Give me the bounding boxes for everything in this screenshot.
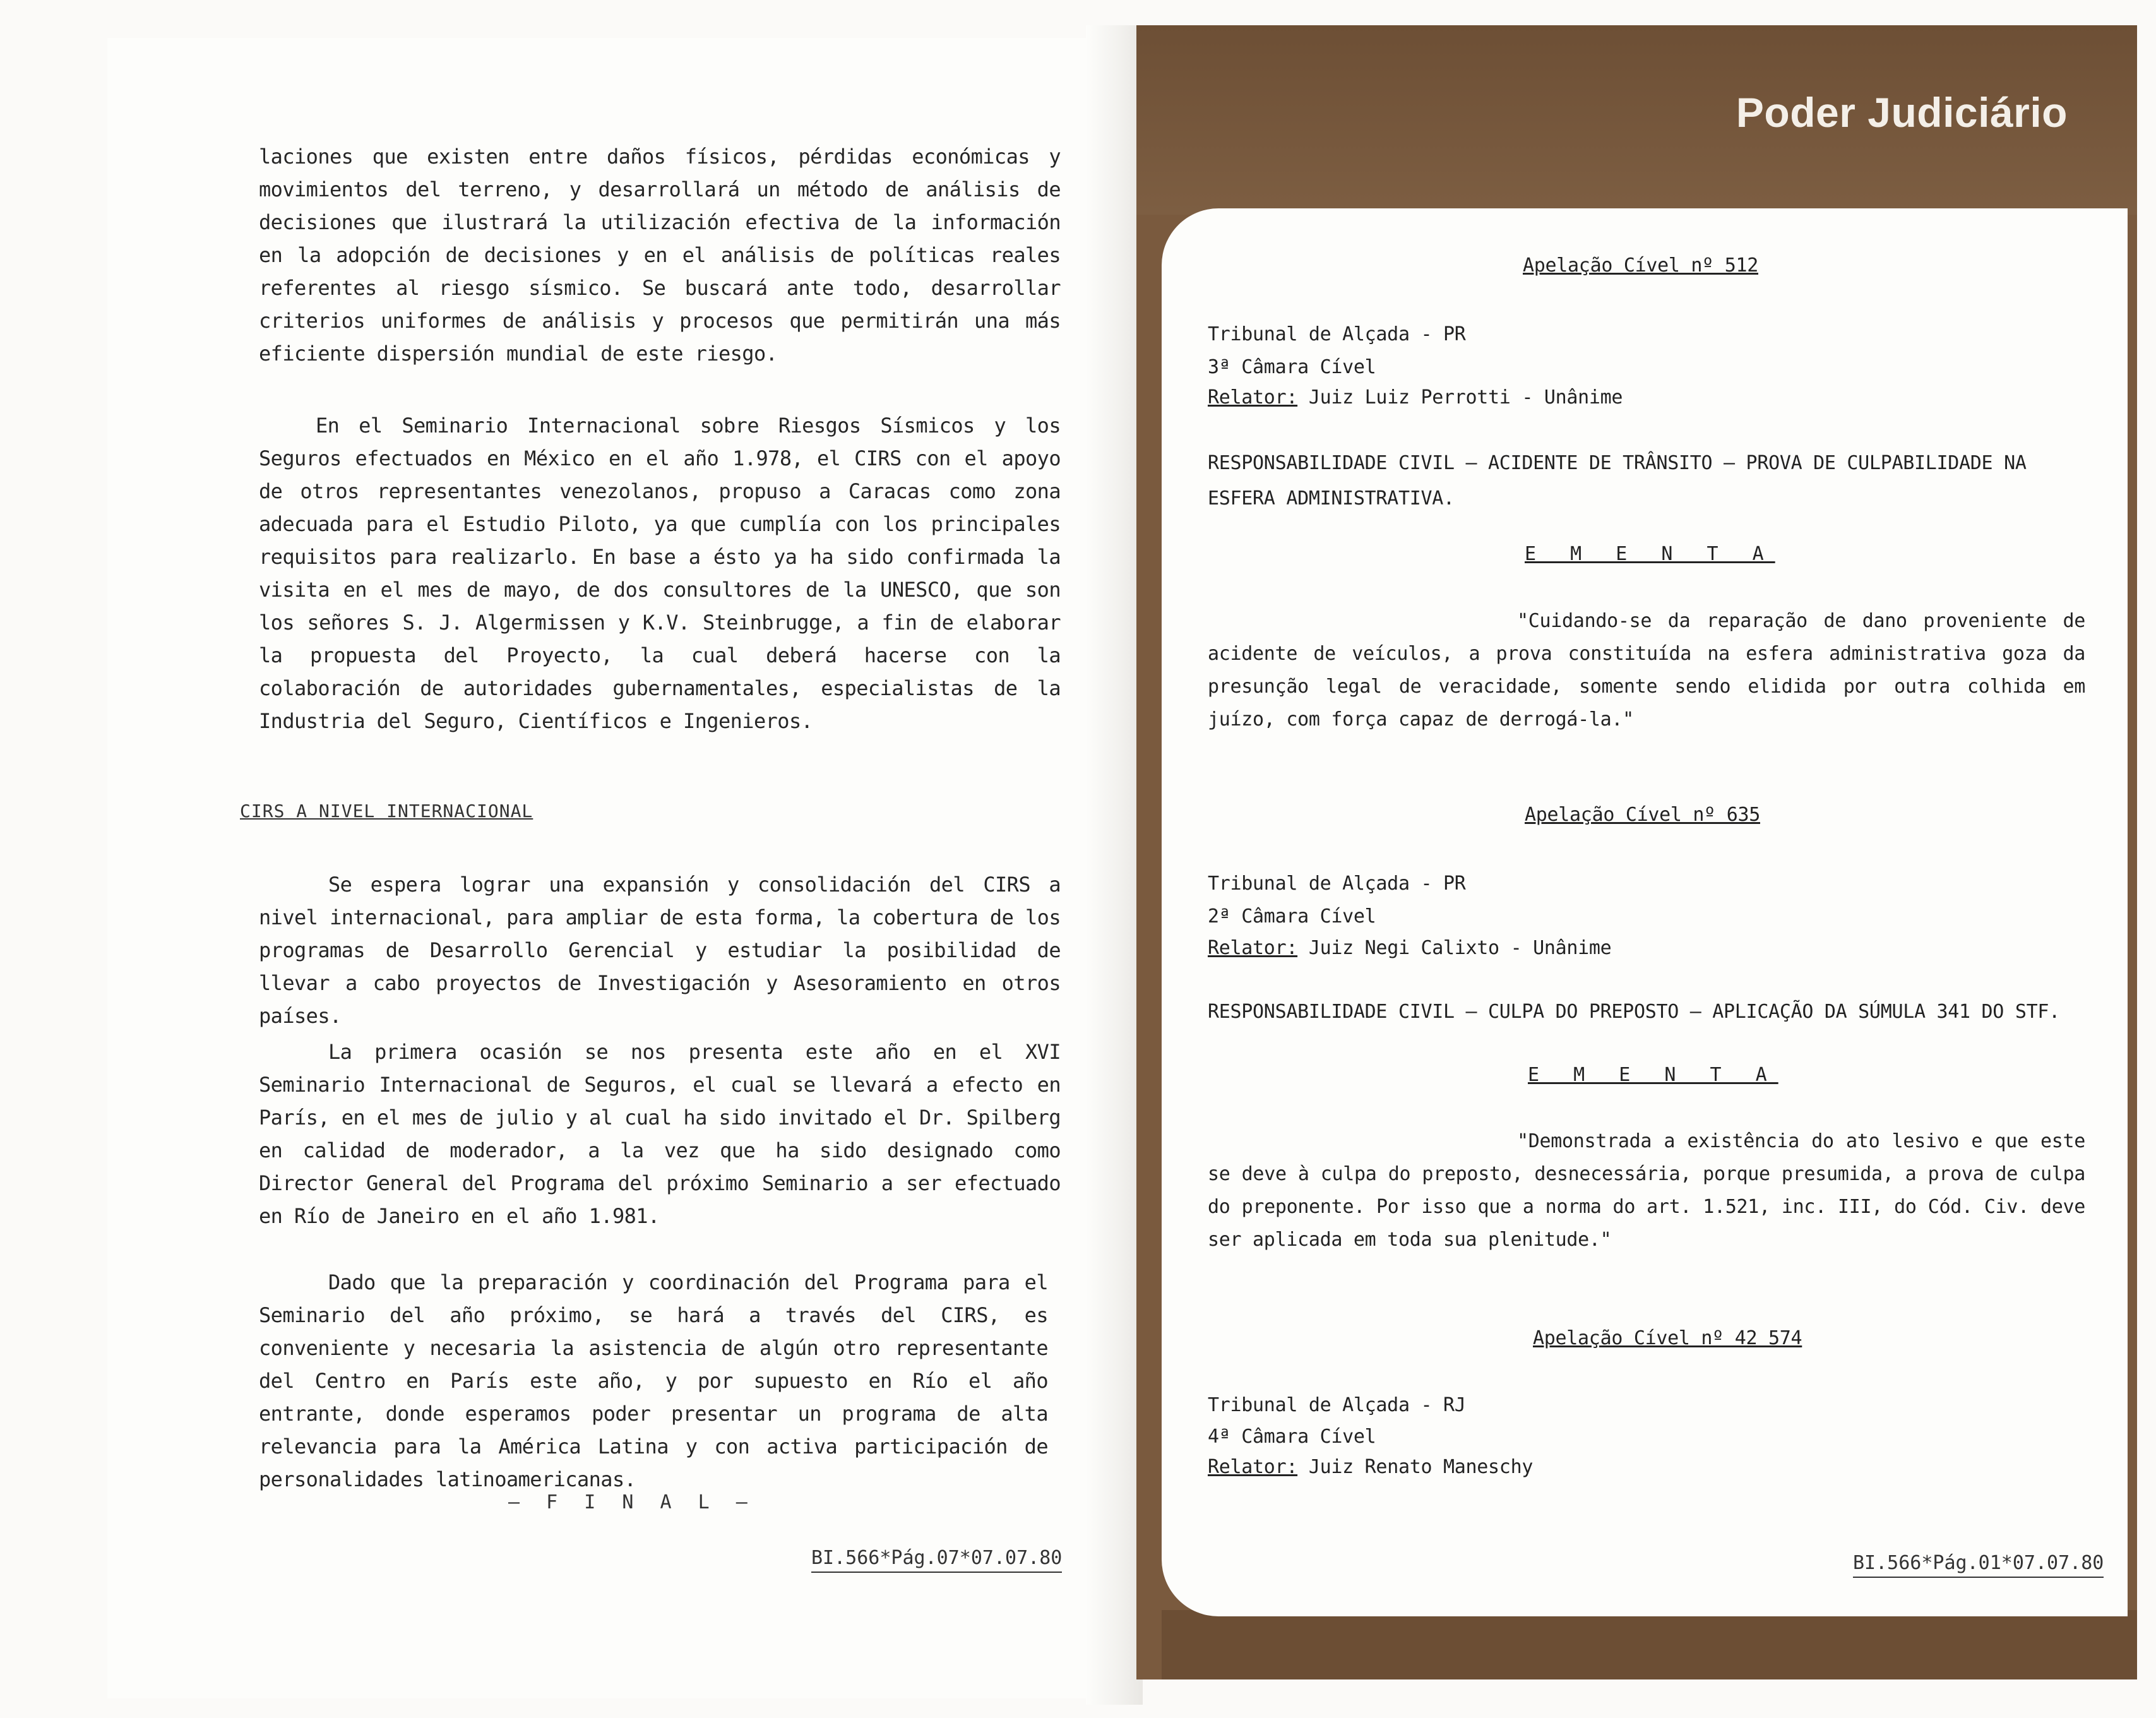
left-paragraph-3: Se espera lograr una expansión y consolidación del CIRS a nivel internacional, para ampliar de esta forma, la cobertura de los programas de Desarrollo Gerencial y estudiar la posibilidad de llevar a cabo proyectos de Investigación y Asesoramiento en otros países. <box>259 873 1061 1028</box>
left-page-footer: BI.566*Pág.07*07.07.80 <box>811 1547 1062 1573</box>
case-2-relator <box>1208 937 1611 959</box>
left-paragraph-5: Dado que la preparación y coordinación del Programa para el Seminario del año próximo, se hará a través del CIRS, es conveniente y necesaria la asistencia de algún otro representante del Centro en París este año, y por supuesto en Río el año entrante, donde esperamos poder presentar un programa de alta relevancia para la América Latina y con activa participación de personalidades latinoamericanas. <box>259 1270 1048 1491</box>
case-3-camara: 4ª Câmara Cível <box>1208 1426 1376 1448</box>
case-1-ementa-label: E M E N T A <box>1525 543 1775 565</box>
relator-label: Relator: <box>1208 386 1298 409</box>
case-2-ementa-text: "Demonstrada a existência do ato lesivo e que este se deve à culpa do preposto, desnecessária, porque presumida, a prova de culpa do preponente. Por isso que a norma do art. 1.521, inc. III, do Cód. Civ. deve ser aplicada em toda sua plenitude." <box>1208 1130 2085 1251</box>
left-paragraph-1: laciones que existen entre daños físicos, pérdidas económicas y movimientos del terreno, y desarrollará un método de análisis de decisiones que ilustrará la utilización efectiva de la información en la adopción de decisiones y en el análisis de políticas reales referentes al riesgo sísmico. Se buscará ante todo, desarrollar criterios uniformes de análisis y procesos que permitirán una más eficiente dispersión mundial de este riesgo. <box>259 145 1061 366</box>
section-title: CIRS A NIVEL INTERNACIONAL <box>240 801 533 821</box>
right-page-footer: BI.566*Pág.01*07.07.80 <box>1853 1552 2104 1578</box>
case-1-tribunal: Tribunal de Alçada - PR <box>1208 323 1466 345</box>
case-1-title: Apelação Cível nº 512 <box>1523 254 1758 277</box>
relator-label: Relator: <box>1208 937 1298 959</box>
case-1-camara: 3ª Câmara Cível <box>1208 356 1376 378</box>
left-paragraph-2: En el Seminario Internacional sobre Riesgos Sísmicos y los Seguros efectuados en México en el año 1.978, el CIRS con el apoyo de otros representantes venezolanos, propuso a Caracas como zona adecuada para el Estudio Piloto, ya que cumplía con los principales requisitos para realizarlo. En base a ésto ya ha sido confirmada la visita en el mes de mayo, de dos consultores de la UNESCO, que son los señores S. J. Algermissen y K.V. Steinbrugge, a fin de elaborar la propuesta del Proyecto, la cual deberá hacerse con la colaboración de autoridades gubernamentales, especialistas de la Industria del Seguro, Científicos e Ingenieros. <box>259 414 1061 733</box>
relator-name: Juiz Luiz Perrotti - Unânime <box>1308 386 1623 409</box>
case-3-relator <box>1208 1456 1533 1478</box>
relator-name: Juiz Negi Calixto - Unânime <box>1308 937 1612 959</box>
card-bottom-shadow <box>1162 1610 2137 1679</box>
case-2-camara: 2ª Câmara Cível <box>1208 905 1376 928</box>
relator-label: Relator: <box>1208 1456 1298 1478</box>
case-2-tribunal: Tribunal de Alçada - PR <box>1208 873 1466 895</box>
left-paragraph-4: La primera ocasión se nos presenta este año en el XVI Seminario Internacional de Seguros, el cual se llevará a efecto en París, en el mes de julio y al cual ha sido invitado el Dr. Spilberg en calidad de moderador, a la vez que ha sido designado como Director General del Programa del próximo Seminario a ser efectuado en Río de Janeiro en el año 1.981. <box>259 1040 1061 1228</box>
case-2-ementa-label: E M E N T A <box>1528 1064 1778 1086</box>
page-header-title: Poder Judiciário <box>1736 89 2068 136</box>
final-mark: — F I N A L — <box>508 1491 755 1513</box>
case-3-title: Apelação Cível nº 42 574 <box>1533 1327 1802 1349</box>
relator-name: Juiz Renato Maneschy <box>1308 1456 1534 1478</box>
case-2-title: Apelação Cível nº 635 <box>1525 804 1760 826</box>
case-3-tribunal: Tribunal de Alçada - RJ <box>1208 1394 1466 1416</box>
case-1-relator <box>1208 386 1623 409</box>
case-1-subject: RESPONSABILIDADE CIVIL — ACIDENTE DE TRÂNSITO — PROVA DE CULPABILIDADE NA ESFERA ADMINISTRATIVA. <box>1208 452 2027 510</box>
binding-shadow <box>1086 25 1143 1705</box>
case-1-ementa-text: "Cuidando-se da reparação de dano proveniente de acidente de veículos, a prova constituída na esfera administrativa goza da presunção legal de veracidade, somente sendo elidida por outra colhida em juízo, com força capaz de derrogá-la." <box>1208 610 2085 731</box>
case-2-subject: RESPONSABILIDADE CIVIL — CULPA DO PREPOSTO — APLICAÇÃO DA SÚMULA 341 DO STF. <box>1208 1001 2060 1023</box>
